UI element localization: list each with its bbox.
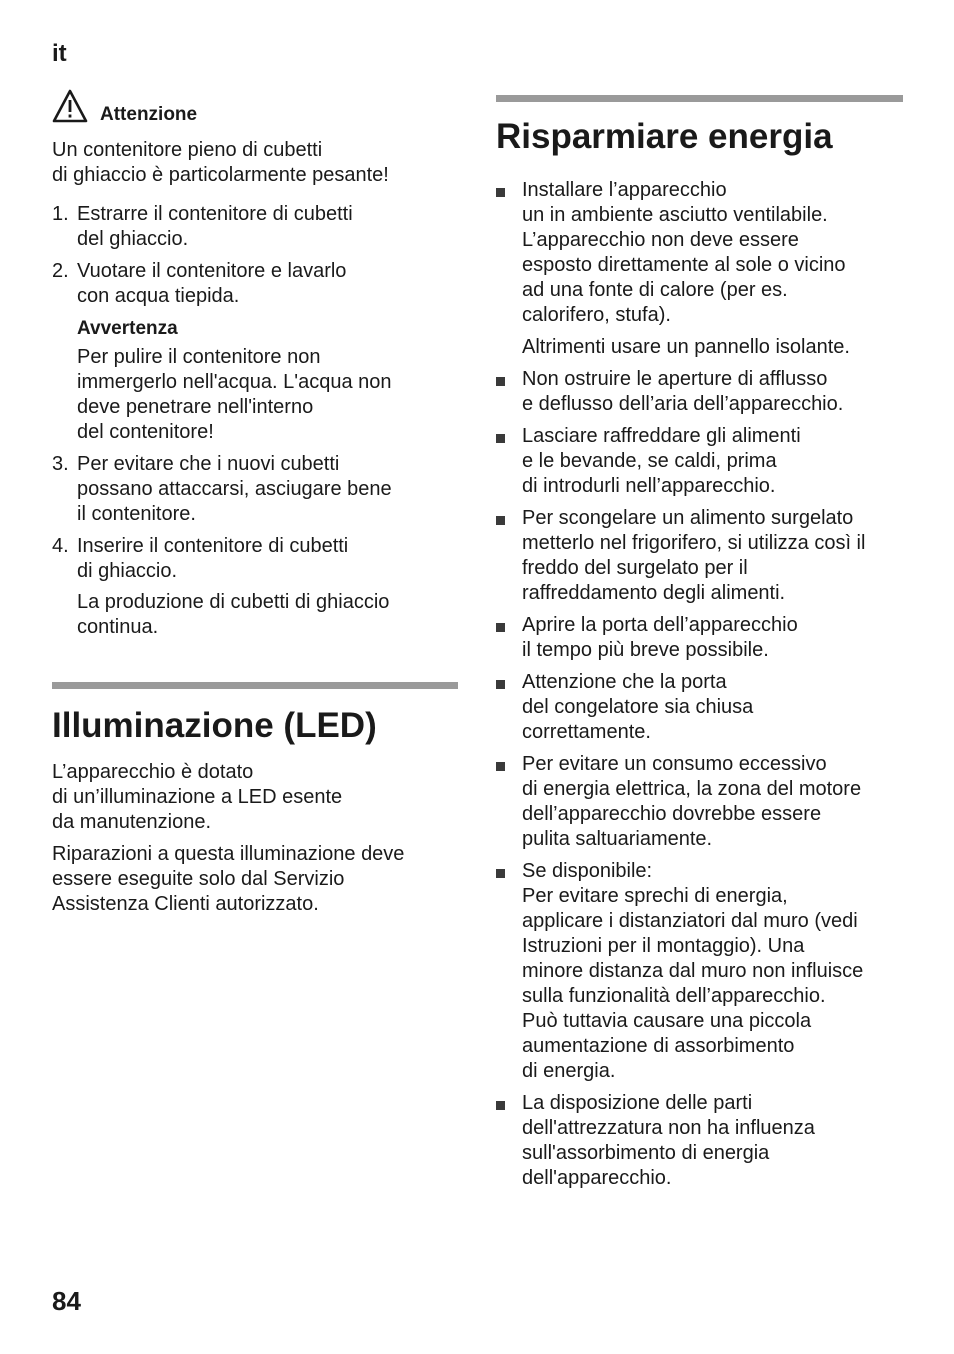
text-line: di energia.: [522, 1060, 616, 1082]
text-line: Per scongelare un alimento surgelato: [522, 507, 854, 529]
text-line: di introdurli nell’apparecchio.: [522, 475, 776, 497]
text-line: minore distanza dal muro non influisce: [522, 960, 864, 982]
text-line: Per evitare un consumo eccessivo: [522, 753, 827, 775]
step-number: 1.: [52, 203, 69, 225]
square-bullet-icon: [496, 377, 505, 386]
bullet-item: [496, 1091, 903, 1191]
text-line: e deflusso dell’aria dell’apparecchio.: [522, 393, 844, 415]
text-line: Vuotare il contenitore e lavarlo: [77, 260, 347, 282]
text-line: di ghiaccio è particolarmente pesante!: [52, 164, 389, 186]
warning-text: [52, 138, 458, 188]
text-line: applicare i distanziatori dal muro (vedi: [522, 910, 858, 932]
text-line: Se disponibile:: [522, 860, 653, 882]
bullet-item: [496, 178, 903, 360]
step-result: [77, 590, 458, 640]
bullet-item: [496, 752, 903, 852]
text-line: dell'apparecchio.: [522, 1167, 672, 1189]
steps-list-continued: [52, 452, 458, 640]
text-line: ad una fonte di calore (per es.: [522, 279, 788, 301]
text-line: il tempo più breve possibile.: [522, 639, 769, 661]
square-bullet-icon: [496, 762, 505, 771]
section-divider: [496, 95, 903, 102]
step-number: 3.: [52, 453, 69, 475]
text-line: Per pulire il contenitore non: [77, 346, 321, 368]
text-line: del ghiaccio.: [77, 228, 189, 250]
square-bullet-icon: [496, 188, 505, 197]
step-item: [52, 259, 458, 309]
bullet-item: [496, 859, 903, 1084]
text-line: di un’illuminazione a LED esente: [52, 786, 343, 808]
text-line: Può tuttavia causare una piccola: [522, 1010, 812, 1032]
section-divider: [52, 682, 458, 689]
square-bullet-icon: [496, 1101, 505, 1110]
text-line: un in ambiente asciutto ventilabile.: [522, 204, 828, 226]
text-line: Inserire il contenitore di cubetti: [77, 535, 349, 557]
text-line: correttamente.: [522, 721, 651, 743]
step-number: 2.: [52, 260, 69, 282]
text-line: La produzione di cubetti di ghiaccio: [77, 591, 390, 613]
text-line: del contenitore!: [77, 421, 214, 443]
warning-title: Attenzione: [100, 104, 198, 125]
text-line: Istruzioni per il montaggio). Una: [522, 935, 805, 957]
led-paragraph-2: [52, 842, 458, 917]
text-line: Installare l’apparecchio: [522, 179, 727, 201]
section-heading-led: Illuminazione (LED): [52, 706, 377, 745]
led-section: [52, 682, 458, 917]
left-column: [52, 88, 458, 917]
step-number: 4.: [52, 535, 69, 557]
text-line: con acqua tiepida.: [77, 285, 240, 307]
bullet-item: [496, 367, 903, 417]
text-line: e le bevande, se caldi, prima: [522, 450, 777, 472]
text-line: aumentazione di assorbimento: [522, 1035, 795, 1057]
text-line: il contenitore.: [77, 503, 196, 525]
step-item: [52, 202, 458, 252]
text-line: L’apparecchio non deve essere: [522, 229, 799, 251]
square-bullet-icon: [496, 516, 505, 525]
right-column: [496, 95, 903, 1198]
text-line: Per evitare che i nuovi cubetti: [77, 453, 340, 475]
note-block: [52, 316, 458, 445]
text-line: del congelatore sia chiusa: [522, 696, 754, 718]
text-line: Lasciare raffreddare gli alimenti: [522, 425, 801, 447]
text-line: Assistenza Clienti autorizzato.: [52, 893, 319, 915]
text-line: Non ostruire le aperture di afflusso: [522, 368, 828, 390]
text-line: sull'assorbimento di energia: [522, 1142, 770, 1164]
note-title: Avvertenza: [77, 318, 178, 339]
bullet-extra: Altrimenti usare un pannello isolante.: [522, 336, 850, 358]
text-line: L’apparecchio è dotato: [52, 761, 254, 783]
bullet-item: [496, 506, 903, 606]
warning-header: [52, 88, 458, 128]
text-line: Riparazioni a questa illuminazione deve: [52, 843, 405, 865]
warning-triangle-icon: [52, 89, 88, 128]
text-line: deve penetrare nell'interno: [77, 396, 314, 418]
text-line: Aprire la porta dell’apparecchio: [522, 614, 798, 636]
steps-list: [52, 202, 458, 309]
text-line: calorifero, stufa).: [522, 304, 671, 326]
square-bullet-icon: [496, 680, 505, 689]
text-line: dell’apparecchio dovrebbe essere: [522, 803, 822, 825]
step-item: [52, 452, 458, 527]
text-line: esposto direttamente al sole o vicino: [522, 254, 846, 276]
bullet-item: [496, 424, 903, 499]
square-bullet-icon: [496, 623, 505, 632]
text-line: essere eseguite solo dal Servizio: [52, 868, 345, 890]
text-line: metterlo nel frigorifero, si utilizza così il: [522, 532, 866, 554]
step-item: [52, 534, 458, 640]
text-line: pulita saltuariamente.: [522, 828, 713, 850]
text-line: continua.: [77, 616, 159, 638]
square-bullet-icon: [496, 869, 505, 878]
bullet-item: [496, 613, 903, 663]
text-line: immergerlo nell'acqua. L'acqua non: [77, 371, 392, 393]
text-line: Per evitare sprechi di energia,: [522, 885, 788, 907]
text-line: da manutenzione.: [52, 811, 212, 833]
language-code: it: [52, 40, 67, 67]
text-line: Attenzione che la porta: [522, 671, 727, 693]
text-line: Estrarre il contenitore di cubetti: [77, 203, 353, 225]
square-bullet-icon: [496, 434, 505, 443]
text-line: possano attaccarsi, asciugare bene: [77, 478, 392, 500]
page-number: 84: [52, 1286, 81, 1316]
text-line: Un contenitore pieno di cubetti: [52, 139, 323, 161]
text-line: sulla funzionalità dell’apparecchio.: [522, 985, 826, 1007]
section-heading-energy: Risparmiare energia: [496, 117, 833, 156]
text-line: freddo del surgelato per il: [522, 557, 748, 579]
text-line: dell'attrezzatura non ha influenza: [522, 1117, 815, 1139]
warning-block: [52, 88, 458, 188]
text-line: di ghiaccio.: [77, 560, 178, 582]
text-line: raffreddamento degli alimenti.: [522, 582, 786, 604]
led-paragraph-1: [52, 760, 458, 835]
text-line: La disposizione delle parti: [522, 1092, 753, 1114]
text-line: di energia elettrica, la zona del motore: [522, 778, 862, 800]
bullet-item: [496, 670, 903, 745]
energy-tips-list: [496, 178, 903, 1191]
